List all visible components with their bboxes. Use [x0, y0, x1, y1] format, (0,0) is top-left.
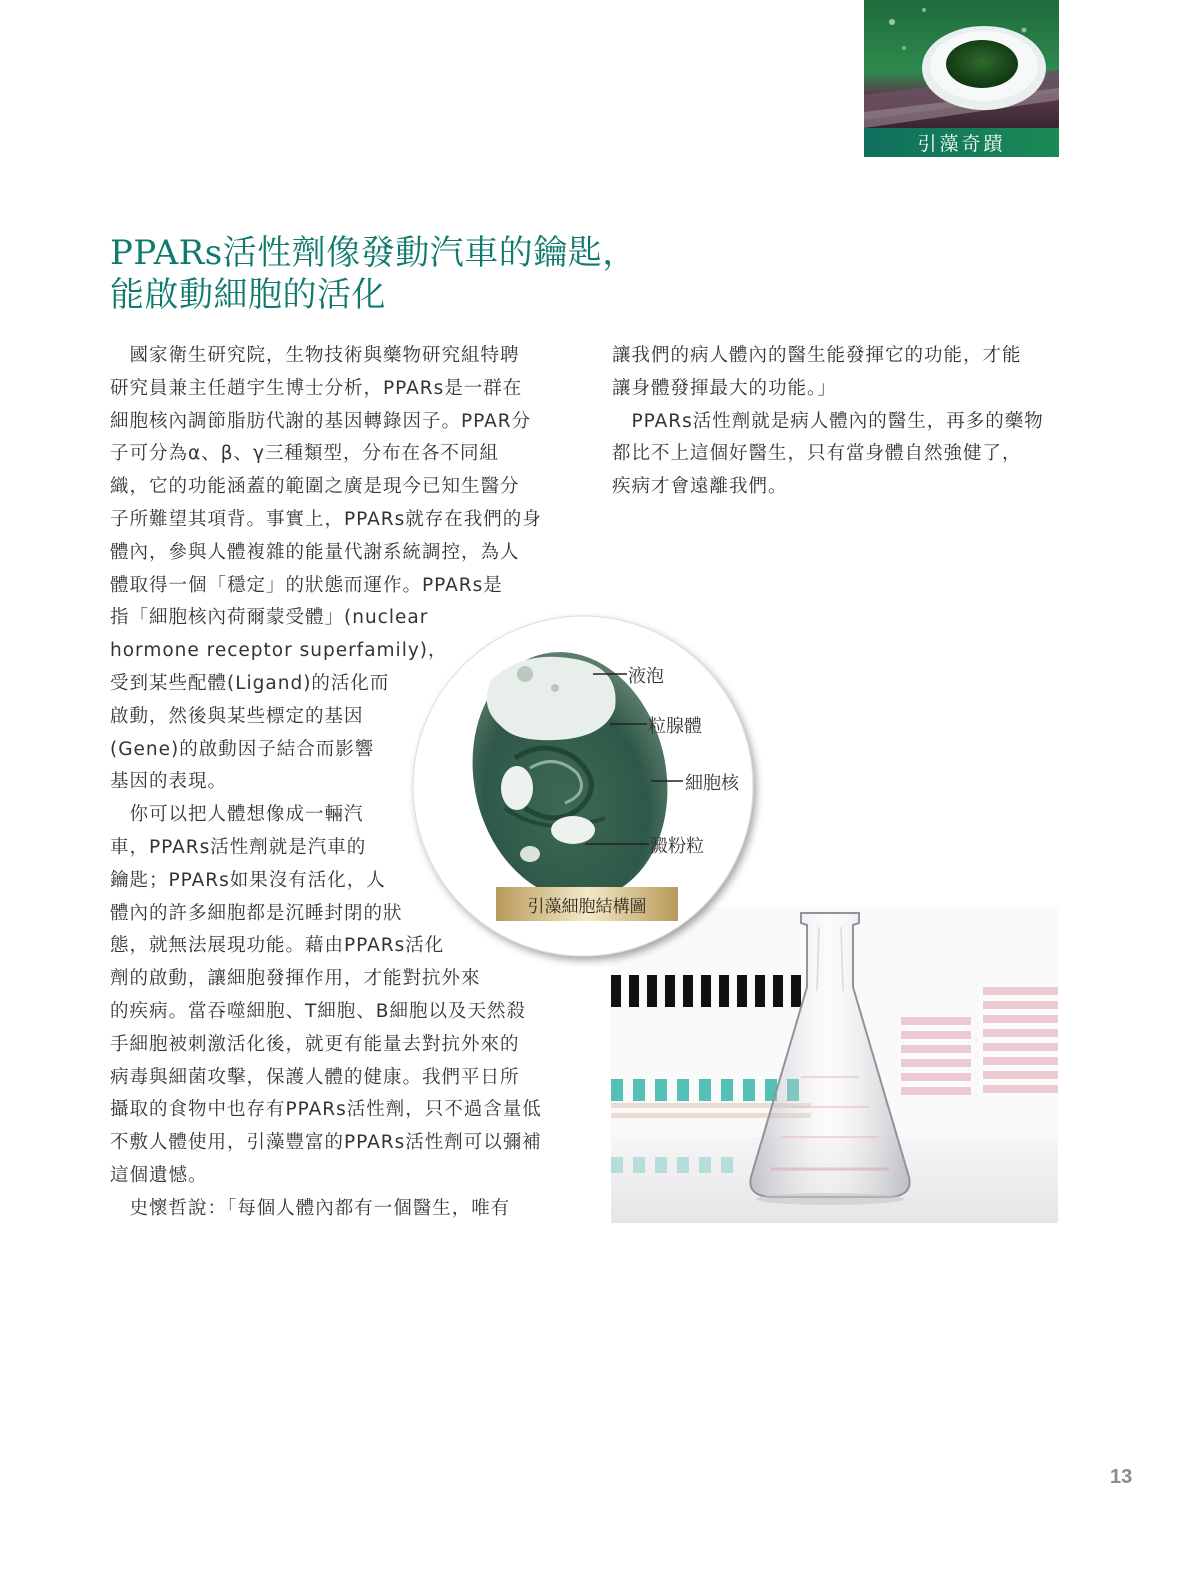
title-line-2: 能啟動細胞的活化: [110, 275, 386, 315]
figure-caption: 引藻細胞結構圖: [496, 887, 678, 921]
text-line: 攝取的食物中也存有PPARs活性劑，只不過含量低: [110, 1099, 542, 1121]
text-line: 車，PPARs活性劑就是汽車的: [110, 836, 367, 858]
title-line-1: PPARs活性劑像發動汽車的鑰匙，: [110, 233, 637, 273]
label-vacuole: 液泡: [628, 666, 664, 687]
label-starch-granule: 澱粉粒: [650, 836, 704, 857]
text-line: 手細胞被刺激活化後，就更有能量去對抗外來的: [110, 1033, 520, 1055]
text-line: 體內的許多細胞都是沉睡封閉的狀: [110, 902, 403, 924]
text-line: PPARs活性劑就是病人體內的醫生，再多的藥物: [612, 410, 1044, 432]
text-line: 態，就無法展現功能。藉由PPARs活化: [110, 935, 445, 957]
text-line: 啟動，然後與某些標定的基因: [110, 705, 364, 727]
text-line: 史懷哲說：「每個人體內都有一個醫生，唯有: [110, 1197, 511, 1219]
text-line: 病毒與細菌攻擊，保護人體的健康。我們平日所: [110, 1066, 520, 1088]
text-line: 讓身體發揮最大的功能。」: [612, 377, 837, 399]
article-title: [110, 232, 637, 316]
section-tab: [864, 128, 1059, 157]
page-number: 13: [1110, 1466, 1133, 1488]
text-line: 指「細胞核內荷爾蒙受體」(nuclear: [110, 607, 429, 629]
section-header-photo: [864, 0, 1059, 157]
text-line: 不敷人體使用，引藻豐富的PPARs活性劑可以彌補: [110, 1132, 542, 1154]
label-nucleus: 細胞核: [685, 773, 739, 794]
text-line: 研究員兼主任趙宇生博士分析，PPARs是一群在: [110, 377, 523, 399]
text-line: 都比不上這個好醫生，只有當身體自然強健了，: [612, 443, 1022, 465]
text-line: 子可分為α、β、γ三種類型，分布在各不同組: [110, 443, 499, 465]
text-line: 讓我們的病人體內的醫生能發揮它的功能，才能: [612, 345, 1022, 366]
text-line: 體內，參與人體複雜的能量代謝系統調控，為人: [110, 541, 520, 563]
text-line: 細胞核內調節脂肪代謝的基因轉錄因子。PPAR分: [110, 410, 532, 432]
label-mitochondria: 粒腺體: [648, 716, 702, 737]
text-line: 劑的啟動，讓細胞發揮作用，才能對抗外來: [110, 968, 481, 990]
section-tab-label: 引藻奇蹟: [917, 133, 1006, 155]
text-line: 織，它的功能涵蓋的範圍之廣是現今已知生醫分: [110, 476, 520, 498]
right-column-text: [612, 340, 1044, 504]
text-line: 受到某些配體(Ligand)的活化而: [110, 672, 390, 694]
text-line: 這個遺憾。: [110, 1164, 208, 1186]
algae-powder-plate-photo: [864, 0, 1059, 128]
text-line: 體取得一個「穩定」的狀態而運作。PPARs是: [110, 574, 503, 596]
text-line: 鑰匙；PPARs如果沒有活化，人: [110, 869, 386, 891]
text-line: 子所難望其項背。事實上，PPARs就存在我們的身: [110, 508, 542, 530]
text-line: 你可以把人體想像成一輛汽: [110, 804, 364, 826]
text-line: 基因的表現。: [110, 771, 228, 793]
text-line: (Gene)的啟動因子結合而影響: [110, 738, 375, 760]
text-line: hormone receptor superfamily)，: [110, 640, 448, 662]
text-line: 的疾病。當吞噬細胞、T細胞、B細胞以及天然殺: [110, 1000, 526, 1022]
text-line: 國家衛生研究院，生物技術與藥物研究組特聘: [110, 345, 520, 366]
text-line: 疾病才會遠離我們。: [612, 476, 788, 498]
